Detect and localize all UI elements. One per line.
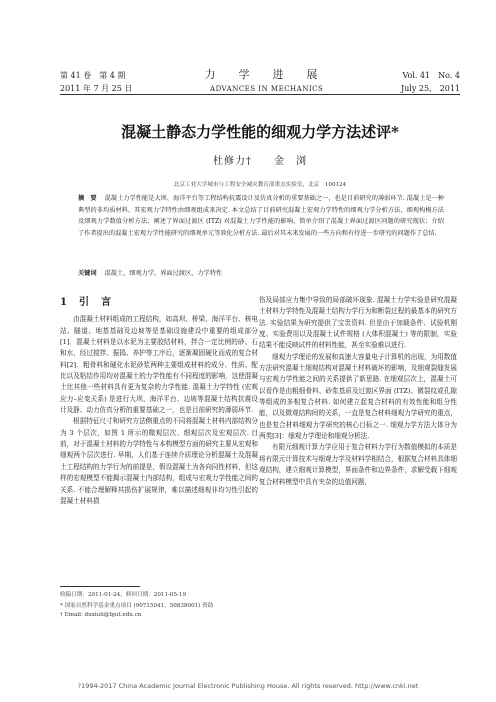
footnote-rule [60,586,140,587]
keywords-label: 关键词 [78,270,97,277]
abstract [78,193,444,239]
header-rule [60,94,460,95]
journal-title-en: ADVANCES IN MECHANICS [210,85,324,93]
paragraph: 伤及局部应力集中导致的局部破坏现象. 混凝土力学实验是研究混凝土材料力学特性及混凝土结构力学行为和断裂过程的最基本的研究方法. 实验结果为研究提供了宝贵资料. 但是由于加载条件、试验机刚度、实验费用以及混凝土试件规格 (大体积混凝土) 等的限制，实验结果不能反映试件的材料性能，甚至实验难以进行. [259,296,457,350]
left-column [60,297,258,507]
volume-issue-en: Vol. 41 No. 4 [402,71,460,80]
running-header-top [60,66,460,82]
paragraph: 由混凝土材料组成的工程结构，如高坝、桥梁、海洋平台、核电站、隧道、地基基础及边坡等是基础设施建设中重要的组成部分[1]．混凝土材料是以水泥为主要胶结材料，拌合一定比例的砂、石和水，经过搅拌、振捣、养护等工序后，逐渐凝固硬化而成的复合材料[2]．粗骨料和硬化水泥砂浆两种主要组成材料的成分、性质、配比以及粘结作用均对混凝土的力学性能有不同程度的影响，这使混凝土比其他一些材料具有更为复杂的力学性能. 混凝土力学特性 (宏观应力–应变关系) 是进行大坝、海洋平台、边坡等混凝土结构抗震设计及静、动力仿真分析的重要基础之一，也是目前研究的薄弱环节. [60,315,258,415]
footnote-funding: * 国家自然科学基金重点项目 (90715041，50838001) 资助 [60,603,214,609]
paragraph: 有限元细观计算力学应用于复合材料力学行为数值模拟的本质是将有限元计算技术与细观力学及材料学相结合，根据复合材料具体细观结构，建立细观计算模型，界面条件和边界条件，求解受载下细观复合材料模型中具有夹杂的边值问题， [259,443,457,486]
section-heading: 1 引 言 [60,297,112,308]
keywords-text: 混凝土，细观力学，界面过渡区，力学特性 [104,270,223,277]
footnote-received: 收稿日期：2011-01-24，修回日期：2011-05-19 [60,592,187,598]
right-column [259,295,457,488]
issue-date-cn: 2011 年 7 月 25 日 [60,84,133,93]
copyright-footer: ?1994-2017 China Academic Journal Electronic Publishing House. All rights reserved. http://www.cnki.net [77,682,419,690]
running-header-bottom [60,83,460,94]
paragraph: 根据特征尺寸和研究方法侧重点的不同将混凝土材料内部结构分为 3 个层次，如图 1 所示的微观层次、细观层次及宏观层次. 目前，对于混凝土材料的力学特性与本构模型方面的研究主要从宏观和细观两个层次进行. 早期，人们基于连续介质理论分析混凝土及混凝土工程结构的力学行为的前提是，假设混凝土为各向同性材料，但这样的宏观模型不能揭示混凝土内部结构，组成与宏观力学性能之间的关系. 不能合理解释其损伤扩展规律，难以描述细观非均匀性引起的混凝土材料损 [60,417,258,505]
abstract-label: 摘 要 [78,195,97,202]
journal-title-cn: 力 学 进 展 [204,68,324,81]
keywords [78,268,444,277]
issue-date-en: July 25, 2011 [400,84,460,93]
paragraph: 细观力学理论的发展和高速大容量电子计算机的出现，为用数值方法研究混凝土细观结构对混凝土材料破坏的影响，及细观裂缝发展与宏观力学性能之间的关系提供了新思路. 在细观层次上，混凝土可以看作是由粗细骨料、砂浆基质及过渡区界面 (ITZ)、微裂纹或孔隙等组成的多相复合材料. 如何建立起复合材料的有效性能和组分性能，以及微观结构间的关系，一直是复合材料细观力学研究的重点，也是复合材料细观力学研究的核心目标之一. 细观力学方法大体分为两类[3]：细观力学理论和细观分析法. [259,352,457,441]
abstract-text: 混凝土力学性能是大坝、海洋平台等工程结构抗震设计及仿真分析的重要基础之一，也是目前研究的薄弱环节. 混凝土是一种典型的非均质材料，其宏观力学特性由细观组成来决定. 本文总结了目前研究混凝土宏观力学特性的细观力学分析方法，细观构模方法及细观力学数值分析方法；阐述了界面过渡区 (ITZ) 对混凝土力学性能的影响，简单介绍了混凝土界面过渡区问题的研究现状；介绍了作者提出的混凝土宏观力学性能研究的细观单元等效化分析方法. 最后对其未来发展的一些方向和有待进一步研究的问题作了总结. [78,195,444,237]
footnote-email: † Email: duxiuli@bjut.edu.cn [60,612,142,618]
article-authors: 杜修力† 金 浏 [213,156,307,167]
author-affiliation: 北京工业大学城市与工程安全减灾教育部重点实验室，北京 100124 [173,182,347,188]
volume-issue: 第 41 卷 第 4 期 [60,71,126,80]
article-title: 混凝土静态力学性能的细观力学方法述评* [121,123,399,141]
